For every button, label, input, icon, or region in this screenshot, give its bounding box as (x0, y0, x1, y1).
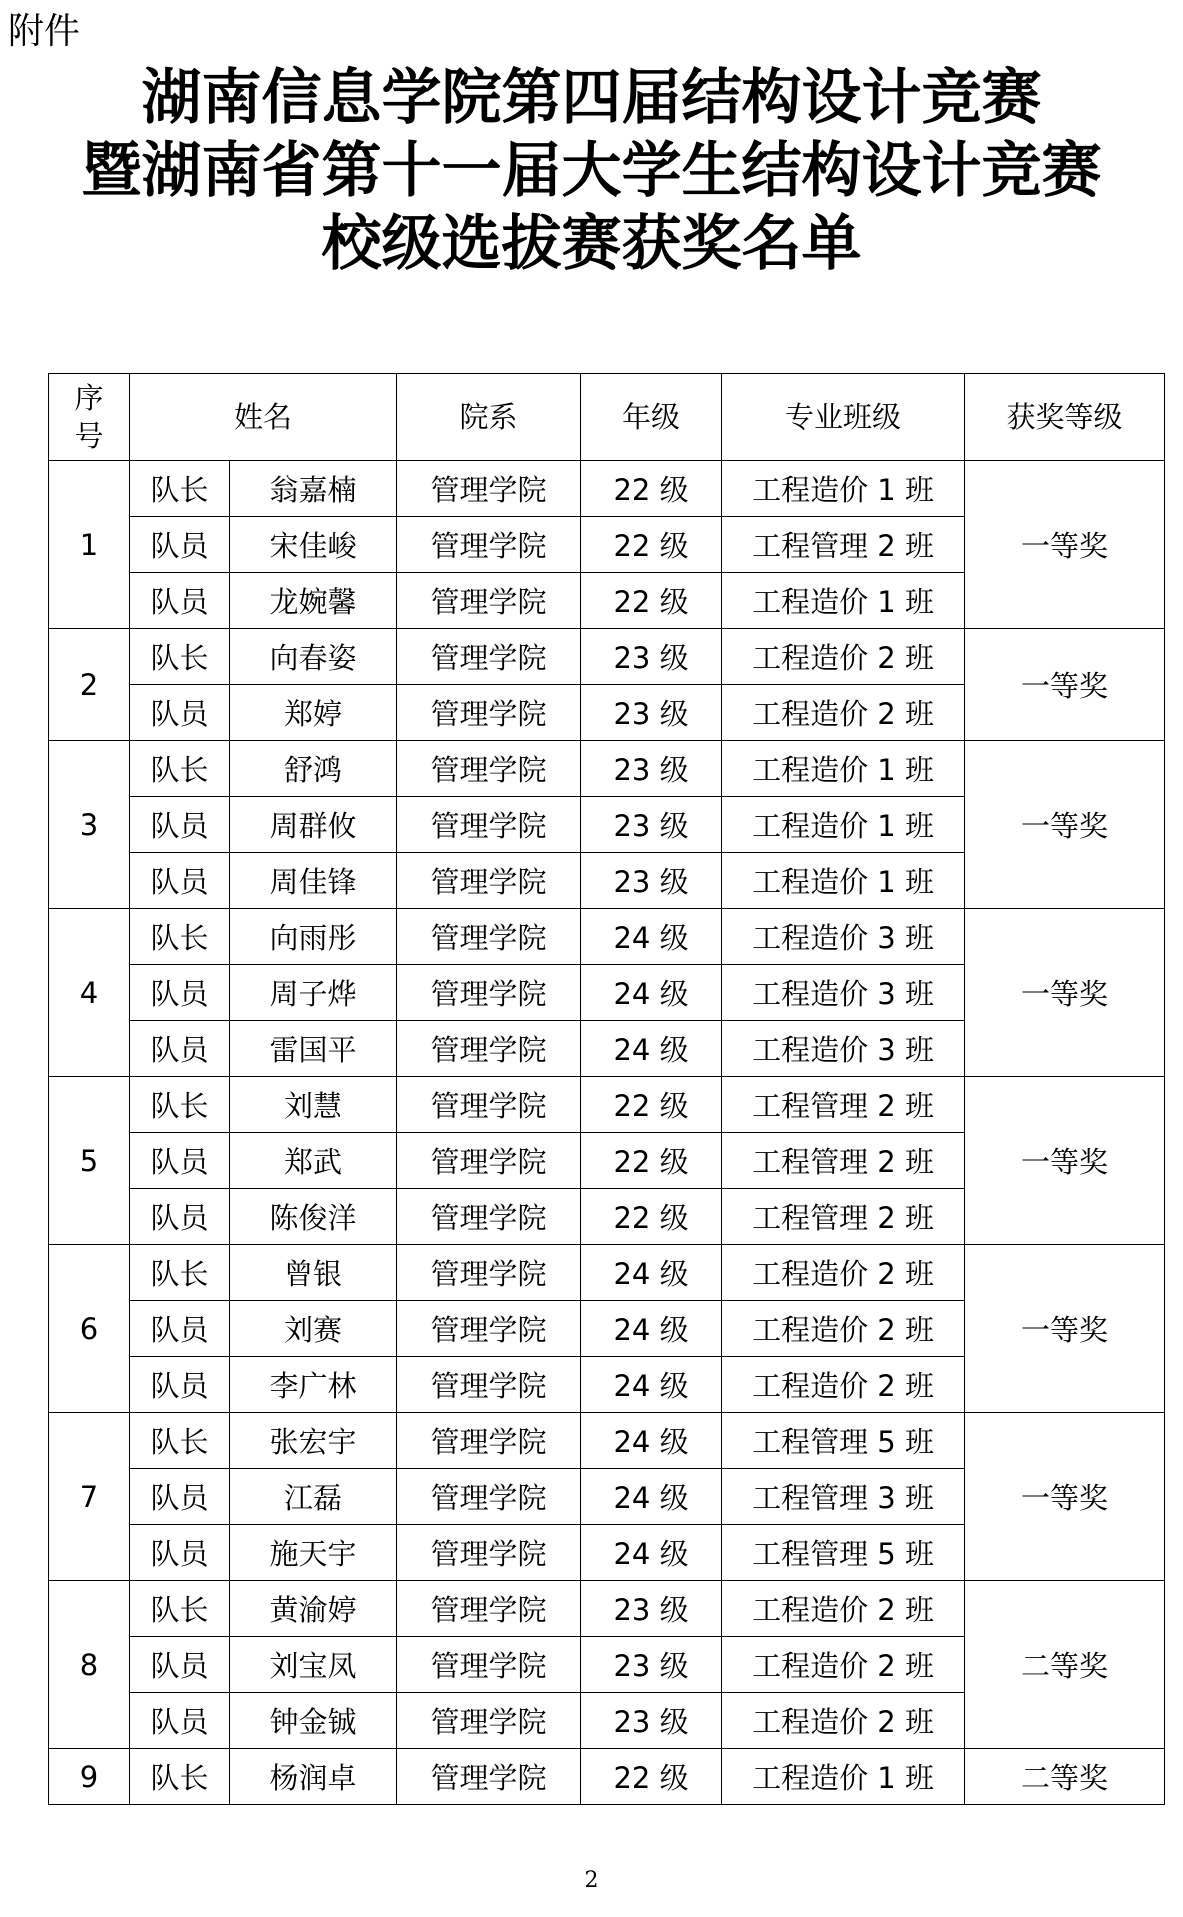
table-row (49, 1245, 1165, 1301)
award-table (48, 373, 1165, 1805)
table-row (49, 1749, 1165, 1805)
member-name: 舒鸿 (230, 741, 397, 797)
member-role: 队员 (130, 1637, 230, 1693)
member-grade: 24 级 (581, 1245, 722, 1301)
member-role: 队员 (130, 1525, 230, 1581)
member-major-class: 工程造价 2 班 (722, 1581, 965, 1637)
member-name: 施天宇 (230, 1525, 397, 1581)
member-department: 管理学院 (397, 573, 581, 629)
member-name: 黄渝婷 (230, 1581, 397, 1637)
member-department: 管理学院 (397, 1637, 581, 1693)
team-seq: 3 (49, 741, 130, 909)
member-department: 管理学院 (397, 1133, 581, 1189)
member-department: 管理学院 (397, 1077, 581, 1133)
title-line-2: 暨湖南省第十一届大学生结构设计竞赛 (81, 136, 1102, 206)
member-role: 队长 (130, 1581, 230, 1637)
member-major-class: 工程造价 2 班 (722, 1245, 965, 1301)
member-department: 管理学院 (397, 1469, 581, 1525)
member-name: 刘慧 (230, 1077, 397, 1133)
member-department: 管理学院 (397, 1413, 581, 1469)
member-department: 管理学院 (397, 909, 581, 965)
team-award: 一等奖 (965, 629, 1165, 741)
member-grade: 23 级 (581, 741, 722, 797)
member-department: 管理学院 (397, 797, 581, 853)
member-department: 管理学院 (397, 853, 581, 909)
member-role: 队长 (130, 1245, 230, 1301)
member-major-class: 工程造价 1 班 (722, 853, 965, 909)
member-department: 管理学院 (397, 685, 581, 741)
member-role: 队员 (130, 1133, 230, 1189)
member-role: 队长 (130, 1077, 230, 1133)
attachment-label: 附件 (8, 11, 81, 52)
member-name: 刘宝凤 (230, 1637, 397, 1693)
table-row (49, 1413, 1165, 1469)
page-number: 2 (584, 1868, 599, 1893)
header-grade: 年级 (581, 374, 722, 461)
member-department: 管理学院 (397, 629, 581, 685)
table-body (49, 461, 1165, 1805)
member-major-class: 工程造价 2 班 (722, 685, 965, 741)
member-name: 周佳锋 (230, 853, 397, 909)
member-major-class: 工程管理 2 班 (722, 1133, 965, 1189)
member-name: 曾银 (230, 1245, 397, 1301)
member-department: 管理学院 (397, 1189, 581, 1245)
member-major-class: 工程造价 1 班 (722, 461, 965, 517)
member-role: 队长 (130, 909, 230, 965)
member-role: 队员 (130, 1357, 230, 1413)
member-major-class: 工程造价 3 班 (722, 909, 965, 965)
member-name: 郑武 (230, 1133, 397, 1189)
member-role: 队长 (130, 629, 230, 685)
member-grade: 22 级 (581, 517, 722, 573)
member-department: 管理学院 (397, 517, 581, 573)
member-grade: 23 级 (581, 1693, 722, 1749)
member-department: 管理学院 (397, 741, 581, 797)
member-grade: 24 级 (581, 1413, 722, 1469)
member-role: 队员 (130, 965, 230, 1021)
member-role: 队长 (130, 1413, 230, 1469)
table-row (49, 1077, 1165, 1133)
member-name: 刘赛 (230, 1301, 397, 1357)
team-seq: 5 (49, 1077, 130, 1245)
member-role: 队长 (130, 1749, 230, 1805)
member-department: 管理学院 (397, 1525, 581, 1581)
member-grade: 22 级 (581, 1077, 722, 1133)
member-name: 江磊 (230, 1469, 397, 1525)
member-name: 李广林 (230, 1357, 397, 1413)
team-seq: 9 (49, 1749, 130, 1805)
header-seq: 序 号 (49, 374, 130, 461)
member-major-class: 工程造价 2 班 (722, 1693, 965, 1749)
member-department: 管理学院 (397, 1301, 581, 1357)
title-line-3: 校级选拔赛获奖名单 (321, 209, 862, 279)
member-department: 管理学院 (397, 1021, 581, 1077)
member-major-class: 工程管理 2 班 (722, 1189, 965, 1245)
member-grade: 22 级 (581, 1189, 722, 1245)
member-department: 管理学院 (397, 1693, 581, 1749)
member-role: 队长 (130, 461, 230, 517)
member-major-class: 工程造价 2 班 (722, 629, 965, 685)
team-award: 二等奖 (965, 1749, 1165, 1805)
member-major-class: 工程造价 1 班 (722, 1749, 965, 1805)
member-name: 钟金铖 (230, 1693, 397, 1749)
team-award: 一等奖 (965, 1413, 1165, 1581)
team-award: 一等奖 (965, 461, 1165, 629)
member-grade: 23 级 (581, 797, 722, 853)
member-major-class: 工程造价 1 班 (722, 797, 965, 853)
team-award: 一等奖 (965, 1077, 1165, 1245)
member-major-class: 工程造价 3 班 (722, 1021, 965, 1077)
member-grade: 23 级 (581, 853, 722, 909)
member-role: 队员 (130, 1469, 230, 1525)
member-grade: 22 级 (581, 461, 722, 517)
member-grade: 24 级 (581, 909, 722, 965)
member-department: 管理学院 (397, 1245, 581, 1301)
member-name: 周群攸 (230, 797, 397, 853)
member-major-class: 工程造价 2 班 (722, 1357, 965, 1413)
member-grade: 23 级 (581, 1637, 722, 1693)
member-grade: 24 级 (581, 1021, 722, 1077)
header-row (49, 374, 1165, 461)
header-award: 获奖等级 (965, 374, 1165, 461)
member-name: 郑婷 (230, 685, 397, 741)
team-award: 一等奖 (965, 909, 1165, 1077)
team-seq: 1 (49, 461, 130, 629)
member-department: 管理学院 (397, 965, 581, 1021)
team-award: 一等奖 (965, 741, 1165, 909)
member-major-class: 工程造价 2 班 (722, 1637, 965, 1693)
table-row (49, 741, 1165, 797)
member-grade: 24 级 (581, 1469, 722, 1525)
member-department: 管理学院 (397, 1749, 581, 1805)
member-role: 队员 (130, 685, 230, 741)
member-role: 队员 (130, 1693, 230, 1749)
member-name: 龙婉馨 (230, 573, 397, 629)
team-seq: 4 (49, 909, 130, 1077)
member-role: 队员 (130, 797, 230, 853)
header-name: 姓名 (130, 374, 397, 461)
member-role: 队员 (130, 853, 230, 909)
member-role: 队员 (130, 1301, 230, 1357)
member-name: 向雨彤 (230, 909, 397, 965)
team-seq: 8 (49, 1581, 130, 1749)
member-department: 管理学院 (397, 461, 581, 517)
member-name: 雷国平 (230, 1021, 397, 1077)
team-seq: 2 (49, 629, 130, 741)
team-seq: 6 (49, 1245, 130, 1413)
member-name: 向春姿 (230, 629, 397, 685)
member-major-class: 工程管理 5 班 (722, 1413, 965, 1469)
member-grade: 23 级 (581, 629, 722, 685)
member-role: 队员 (130, 573, 230, 629)
member-major-class: 工程管理 3 班 (722, 1469, 965, 1525)
member-major-class: 工程造价 1 班 (722, 573, 965, 629)
team-award: 一等奖 (965, 1245, 1165, 1413)
member-role: 队长 (130, 741, 230, 797)
member-grade: 24 级 (581, 1357, 722, 1413)
member-major-class: 工程管理 5 班 (722, 1525, 965, 1581)
member-major-class: 工程造价 3 班 (722, 965, 965, 1021)
member-department: 管理学院 (397, 1357, 581, 1413)
team-seq: 7 (49, 1413, 130, 1581)
member-grade: 22 级 (581, 1133, 722, 1189)
member-name: 周子烨 (230, 965, 397, 1021)
member-role: 队员 (130, 1021, 230, 1077)
member-grade: 24 级 (581, 965, 722, 1021)
table-row (49, 1581, 1165, 1637)
member-name: 杨润卓 (230, 1749, 397, 1805)
member-grade: 24 级 (581, 1301, 722, 1357)
member-name: 翁嘉楠 (230, 461, 397, 517)
member-grade: 23 级 (581, 1581, 722, 1637)
team-award: 二等奖 (965, 1581, 1165, 1749)
member-role: 队员 (130, 1189, 230, 1245)
header-major-class: 专业班级 (722, 374, 965, 461)
member-name: 宋佳峻 (230, 517, 397, 573)
member-name: 张宏宇 (230, 1413, 397, 1469)
member-grade: 22 级 (581, 573, 722, 629)
header-department: 院系 (397, 374, 581, 461)
member-major-class: 工程管理 2 班 (722, 1077, 965, 1133)
member-department: 管理学院 (397, 1581, 581, 1637)
table-row (49, 909, 1165, 965)
member-grade: 24 级 (581, 1525, 722, 1581)
table-row (49, 629, 1165, 685)
member-grade: 23 级 (581, 685, 722, 741)
member-major-class: 工程管理 2 班 (722, 517, 965, 573)
table-row (49, 461, 1165, 517)
document-title (0, 62, 1183, 281)
member-grade: 22 级 (581, 1749, 722, 1805)
member-major-class: 工程造价 1 班 (722, 741, 965, 797)
member-major-class: 工程造价 2 班 (722, 1301, 965, 1357)
member-name: 陈俊洋 (230, 1189, 397, 1245)
member-role: 队员 (130, 517, 230, 573)
title-line-1: 湖南信息学院第四届结构设计竞赛 (141, 63, 1042, 133)
